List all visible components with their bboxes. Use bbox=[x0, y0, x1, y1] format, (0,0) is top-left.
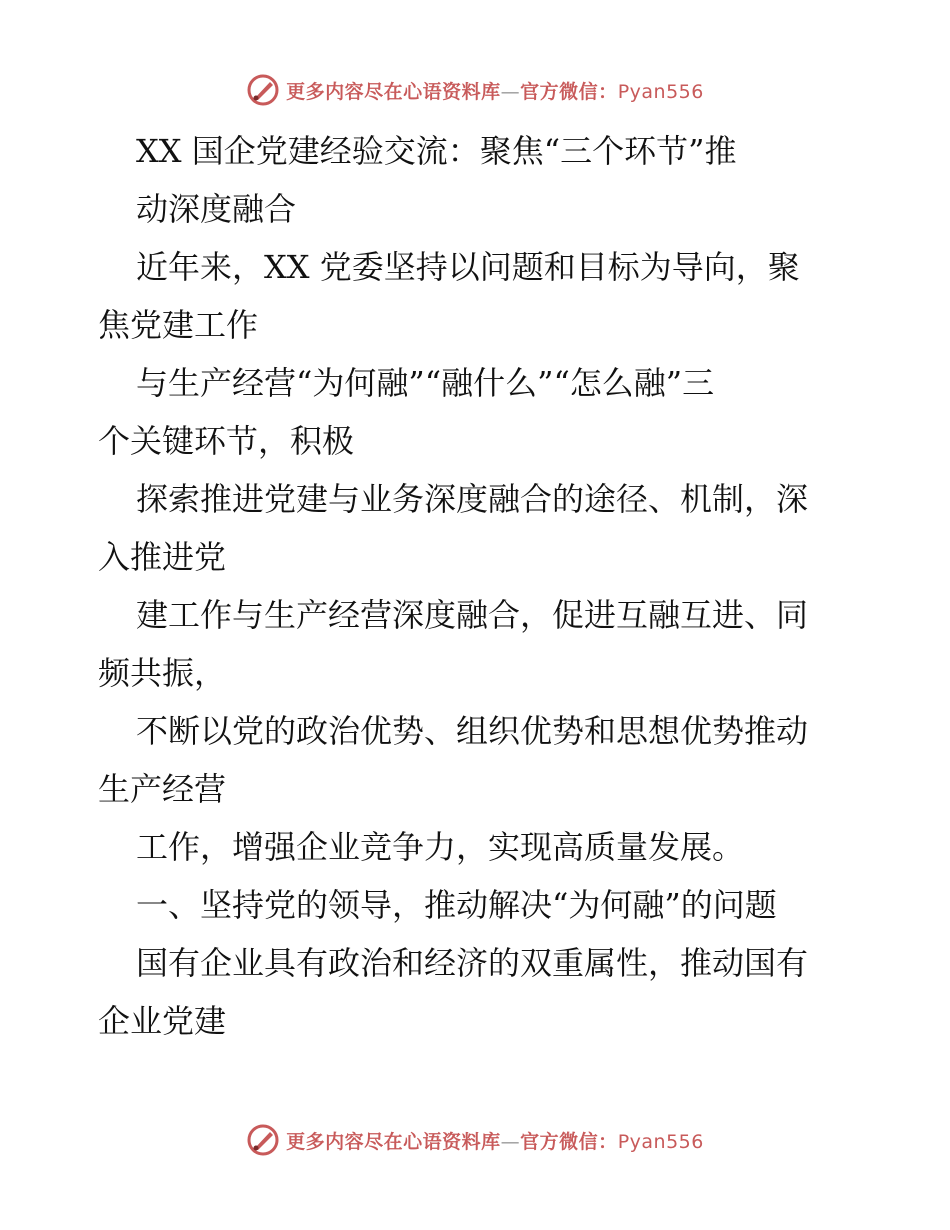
watermark-id: Pyan556 bbox=[617, 80, 704, 103]
watermark-text bbox=[286, 77, 704, 104]
text-line-14: 一、坚持党的领导，推动解决“为何融”的问题 bbox=[136, 886, 777, 924]
text-line-11: 不断以党的政治优势、组织优势和思想优势推动 bbox=[136, 712, 809, 750]
watermark-id: Pyan556 bbox=[617, 1130, 704, 1153]
text-line-1: XX 国企党建经验交流：聚焦“三个环节”推 bbox=[136, 132, 737, 170]
watermark-main: 更多内容尽在心语资料库 bbox=[286, 1130, 501, 1153]
text-line-9: 建工作与生产经营深度融合，促进互融互进、同 bbox=[136, 596, 809, 634]
watermark-separator: — bbox=[500, 80, 521, 103]
text-line-15: 国有企业具有政治和经济的双重属性，推动国有 bbox=[136, 944, 809, 982]
footer-watermark bbox=[0, 1120, 950, 1160]
text-line-16: 企业党建 bbox=[98, 1002, 227, 1040]
text-line-13: 工作，增强企业竞争力，实现高质量发展。 bbox=[136, 828, 745, 866]
text-line-7: 探索推进党建与业务深度融合的途径、机制，深 bbox=[136, 480, 809, 518]
watermark-text bbox=[286, 1127, 704, 1154]
text-line-12: 生产经营 bbox=[98, 770, 227, 808]
text-line-4: 焦党建工作 bbox=[98, 306, 259, 344]
text-line-5: 与生产经营“为何融”“融什么”“怎么融”三 bbox=[136, 364, 715, 402]
brush-logo-icon bbox=[246, 1123, 280, 1157]
header-watermark bbox=[0, 70, 950, 110]
text-line-3: 近年来，XX 党委坚持以问题和目标为导向，聚 bbox=[136, 248, 800, 286]
text-line-2: 动深度融合 bbox=[136, 190, 297, 228]
document-body bbox=[98, 122, 858, 1050]
text-line-8: 入推进党 bbox=[98, 538, 227, 576]
text-line-10: 频共振， bbox=[98, 654, 227, 692]
watermark-tail: 官方微信： bbox=[520, 1130, 618, 1153]
watermark-tail: 官方微信： bbox=[520, 80, 618, 103]
watermark-main: 更多内容尽在心语资料库 bbox=[286, 80, 501, 103]
watermark-separator: — bbox=[500, 1130, 521, 1153]
text-line-6: 个关键环节，积极 bbox=[98, 422, 355, 460]
brush-logo-icon bbox=[246, 73, 280, 107]
